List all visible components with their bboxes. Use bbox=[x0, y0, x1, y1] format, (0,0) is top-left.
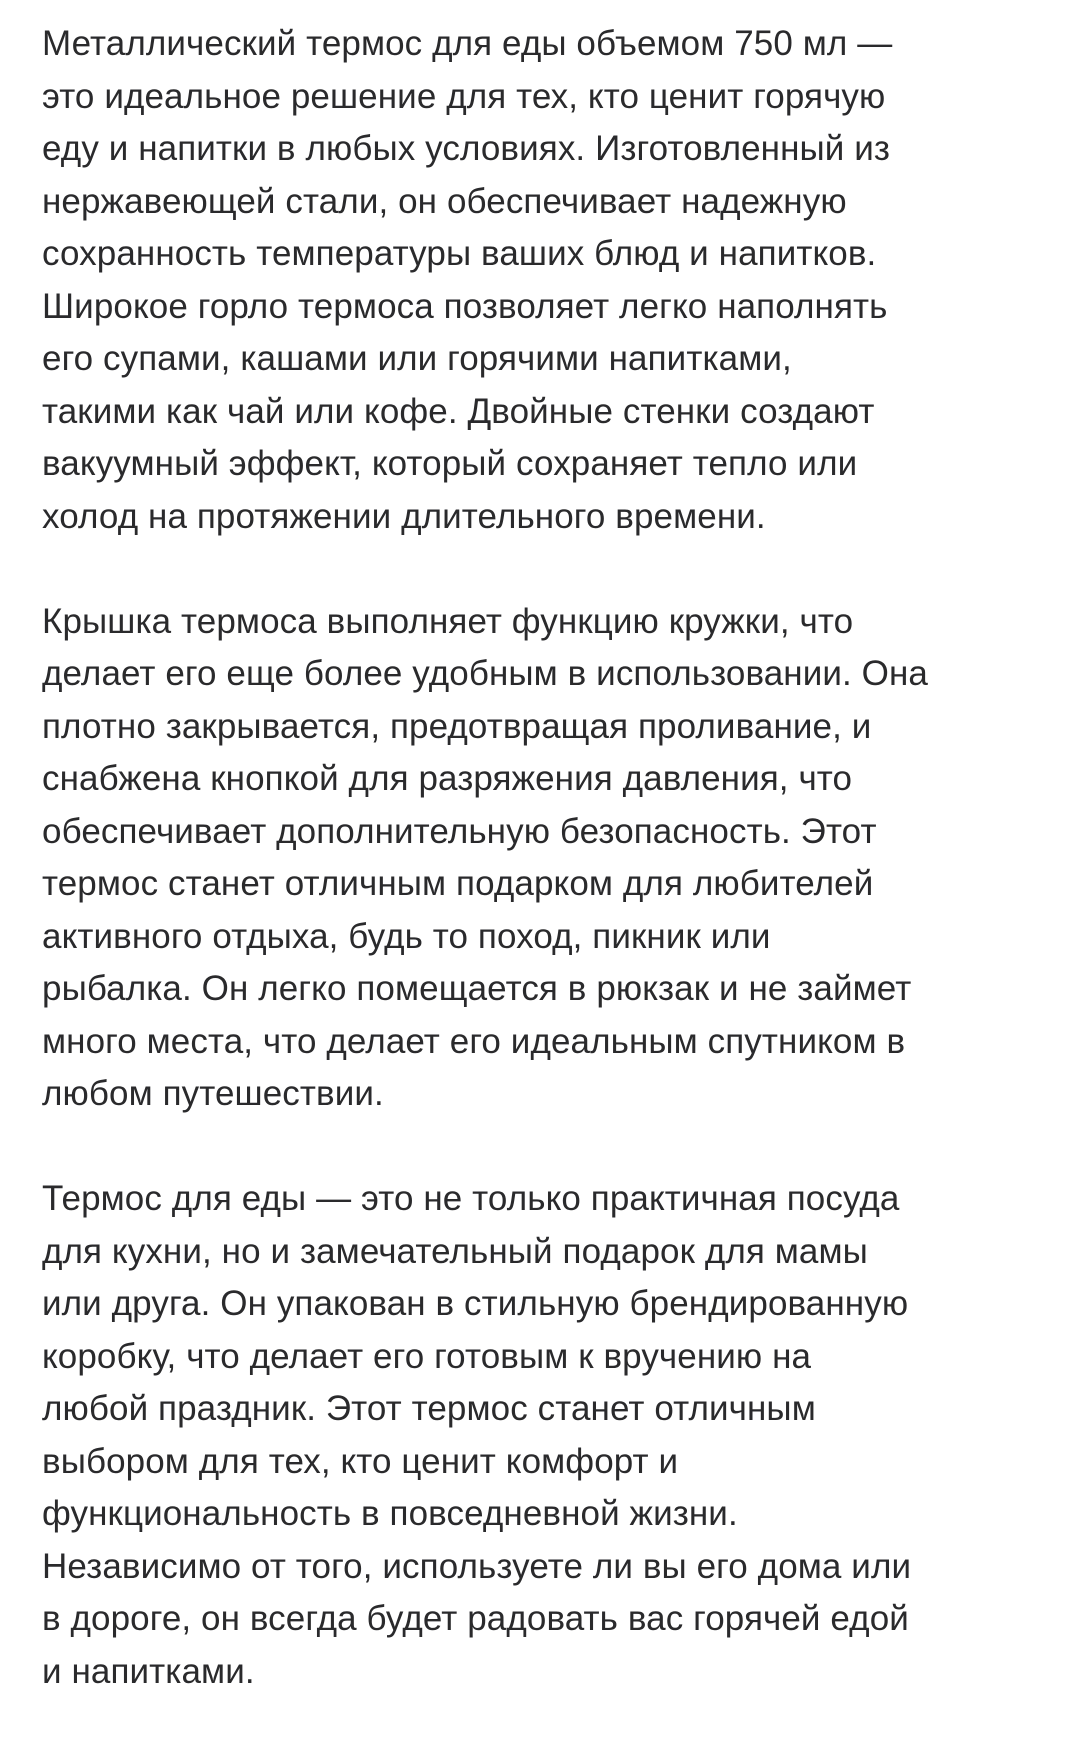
text-line: много места, что делает его идеальным спутником в bbox=[42, 1021, 906, 1061]
text-line: функциональность в повседневной жизни. bbox=[42, 1494, 738, 1533]
text-line: вакуумный эффект, который сохраняет тепло или bbox=[42, 444, 858, 483]
description-paragraph-1 bbox=[42, 18, 1052, 543]
text-line: термос станет отличным подарком для любителей bbox=[42, 864, 874, 903]
text-line: и напитками. bbox=[42, 1651, 255, 1691]
text-line: сохранность температуры ваших блюд и напитков. bbox=[42, 234, 877, 273]
text-line: еду и напитки в любых условиях. Изготовленный из bbox=[42, 129, 891, 168]
text-line: коробку, что делает его готовым к вручению на bbox=[42, 1336, 812, 1376]
text-line: в дороге, он всегда будет радовать вас горячей едой bbox=[42, 1599, 909, 1638]
text-line: или друга. Он упакован в стильную брендированную bbox=[42, 1284, 909, 1323]
text-line: для кухни, но и замечательный подарок для мамы bbox=[42, 1231, 868, 1271]
text-line: обеспечивает дополнительную безопасность. Этот bbox=[42, 811, 877, 851]
text-line: Термос для еды — это не только практичная посуда bbox=[42, 1179, 900, 1218]
description-paragraph-3 bbox=[42, 1173, 1052, 1698]
text-line: Металлический термос для еды объемом 750 мл — bbox=[42, 24, 893, 63]
text-line: холод на протяжении длительного времени. bbox=[42, 496, 766, 536]
text-line: любой праздник. Этот термос станет отличным bbox=[42, 1389, 816, 1428]
text-line: выбором для тех, кто ценит комфорт и bbox=[42, 1441, 679, 1481]
text-line: такими как чай или кофе. Двойные стенки создают bbox=[42, 391, 875, 431]
text-line: рыбалка. Он легко помещается в рюкзак и не займет bbox=[42, 969, 912, 1008]
text-line: это идеальное решение для тех, кто ценит горячую bbox=[42, 76, 886, 116]
text-line: нержавеющей стали, он обеспечивает надежную bbox=[42, 181, 847, 221]
text-line: активного отдыха, будь то поход, пикник или bbox=[42, 916, 771, 956]
text-line: Крышка термоса выполняет функцию кружки, что bbox=[42, 601, 854, 641]
text-line: снабжена кнопкой для разряжения давления, что bbox=[42, 759, 853, 798]
text-line: его супами, кашами или горячими напитками, bbox=[42, 339, 792, 378]
text-line: любом путешествии. bbox=[42, 1074, 384, 1113]
text-line: Независимо от того, используете ли вы его дома или bbox=[42, 1546, 912, 1586]
description-paragraph-2 bbox=[42, 596, 1052, 1121]
text-line: плотно закрывается, предотвращая проливание, и bbox=[42, 706, 872, 746]
text-line: делает его еще более удобным в использовании. Она bbox=[42, 654, 929, 693]
product-description bbox=[42, 18, 1052, 1751]
text-line: Широкое горло термоса позволяет легко наполнять bbox=[42, 286, 888, 326]
